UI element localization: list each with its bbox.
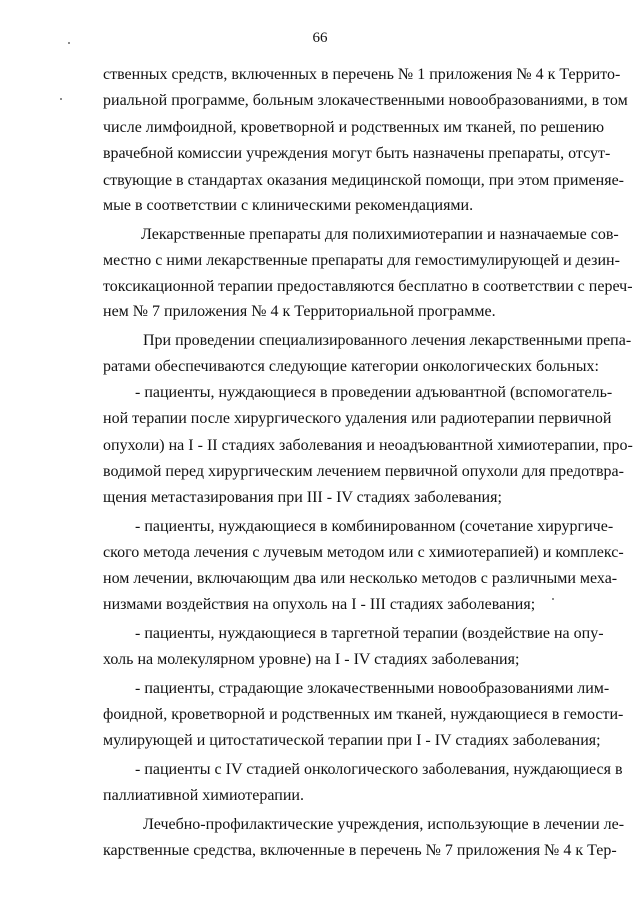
text-line: опухоли) на I - II стадиях заболевания и неоадъювантной химиотерапии, про- <box>103 437 633 454</box>
text-line: - пациенты, нуждающиеся в таргетной терапии (воздействие на опу- <box>135 625 604 642</box>
scan-speck <box>552 598 554 600</box>
text-line: местно с ними лекарственные препараты для гемостимулирующей и дезин- <box>103 252 620 269</box>
text-line: ского метода лечения с лучевым методом или с химиотерапией) и комплекс- <box>103 544 624 561</box>
text-line: врачебной комиссии учреждения могут быть назначены препараты, отсут- <box>103 145 611 162</box>
text-line: числе лимфоидной, кроветворной и родственных им тканей, по решению <box>103 119 605 136</box>
text-line: ратами обеспечиваются следующие категории онкологических больных: <box>103 358 599 375</box>
scan-speck <box>68 42 70 44</box>
text-line: риальной программе, больным злокачественными новообразованиями, в том <box>103 92 628 109</box>
text-line: токсикационной терапии предоставляются бесплатно в соответствии с переч- <box>103 278 633 295</box>
text-line: - пациенты, нуждающиеся в комбинированном (сочетание хирургиче- <box>135 518 614 535</box>
text-line: щения метастазирования при III - IV стадиях заболевания; <box>103 489 502 506</box>
text-line: паллиативной химиотерапии. <box>103 787 304 804</box>
text-line: ной терапии после хирургического удаления или радиотерапии первичной <box>103 410 612 427</box>
text-line: фоидной, кроветворной и родственных им тканей, нуждающиеся в гемости- <box>103 706 624 723</box>
scan-speck <box>60 98 62 100</box>
page-number: 66 <box>312 30 328 46</box>
text-line: нем № 7 приложения № 4 к Территориальной программе. <box>103 303 496 320</box>
text-line: ственных средств, включенных в перечень № 1 приложения № 4 к Террито- <box>103 66 621 83</box>
text-line: Лекарственные препараты для полихимиотерапии и назначаемые сов- <box>141 226 619 243</box>
text-line: ном лечении, включающим два или несколько методов с различными меха- <box>103 570 618 587</box>
text-line: низмами воздействия на опухоль на I - III стадиях заболевания; <box>103 596 536 613</box>
text-line: холь на молекулярном уровне) на I - IV стадиях заболевания; <box>103 651 520 668</box>
text-line: карственные средства, включенные в перечень № 7 приложения № 4 к Тер- <box>103 842 617 859</box>
text-line: При проведении специализированного лечения лекарственными препа- <box>143 332 632 349</box>
text-line: - пациенты с IV стадией онкологического заболевания, нуждающиеся в <box>135 761 623 778</box>
text-line: ствующие в стандартах оказания медицинской помощи, при этом применяе- <box>103 172 624 189</box>
text-line: Лечебно-профилактические учреждения, использующие в лечении ле- <box>143 816 625 833</box>
text-line: мулирующей и цитостатической терапии при I - IV стадиях заболевания; <box>103 732 601 749</box>
text-line: - пациенты, нуждающиеся в проведении адъювантной (вспомогатель- <box>135 384 613 401</box>
text-line: - пациенты, страдающие злокачественными новообразованиями лим- <box>135 680 610 697</box>
text-line: водимой перед хирургическим лечением первичной опухоли для предотвра- <box>103 463 624 480</box>
text-line: мые в соответствии с клиническими рекомендациями. <box>103 197 474 214</box>
